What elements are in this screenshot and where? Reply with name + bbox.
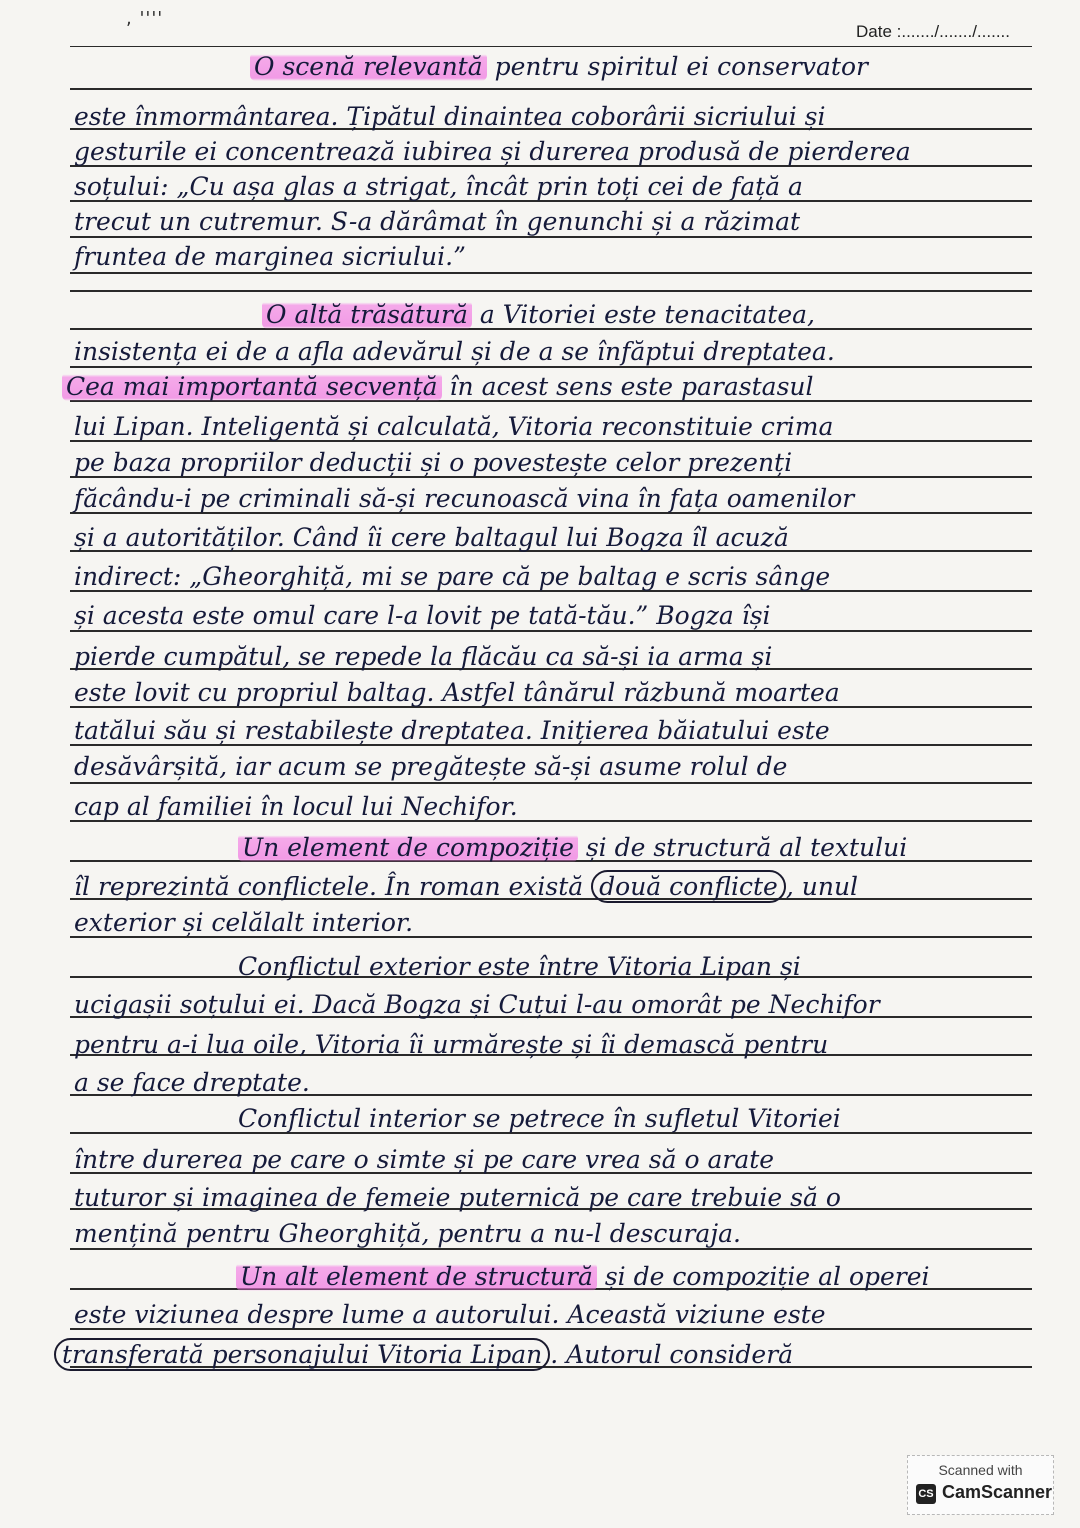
text-line-22 [74,872,858,902]
circled-phrase-2: transferată personajului Vitoria Lipan [54,1338,550,1371]
text-line-4: soțului: „Cu așa glas a strigat, încât prin toți cei de față a [74,172,803,201]
highlight-3: Cea mai importantă secvență [62,372,442,401]
line-34-post: . Autorul consideră [550,1340,794,1369]
highlight-4: Un element de compoziție [238,833,578,862]
text-line-25: ucigașii soțului ei. Dacă Bogza și Cuțui l-au omorât pe Nechifor [74,990,880,1019]
text-line-34 [54,1340,793,1370]
highlight-2: O altă trăsătură [262,300,472,329]
text-line-32 [236,1262,930,1292]
line-9-rest: în acest sens este parastasul [441,372,814,401]
text-line-3: gesturile ei concentrează iubirea și durerea produsă de pierderea [74,137,911,166]
text-line-14: indirect: „Gheorghiță, mi se pare că pe baltag e scris sânge [74,562,831,591]
text-line-33: este viziunea despre lume a autorului. Această viziune este [74,1300,826,1329]
ruled-line [70,782,1032,784]
text-line-7 [262,300,815,330]
text-line-21 [238,833,907,863]
header-marks: , '''' [126,8,164,29]
text-line-23: exterior și celălalt interior. [74,908,414,937]
ruled-line [70,88,1032,90]
text-line-26: pentru a-i lua oile, Vitoria îi urmărește și îi demască pentru [74,1030,829,1059]
text-line-19: desăvârșită, iar acum se pregătește să-și asume rolul de [74,752,788,781]
text-line-27: a se face dreptate. [74,1068,310,1097]
line-22-post: , unul [785,872,859,901]
highlight-1: O scenă relevantă [250,52,487,81]
text-line-6: fruntea de marginea sicriului.” [74,242,466,271]
text-line-2: este înmormântarea. Țipătul dinaintea coborârii sicriului și [74,102,826,131]
text-line-29: între durerea pe care o simte și pe care vrea să o arate [74,1145,775,1174]
text-line-28: Conflictul interior se petrece în sufletul Vitoriei [238,1104,841,1133]
text-line-20: cap al familiei în locul lui Nechifor. [74,792,518,821]
camscanner-badge [907,1455,1054,1515]
line-21-rest: și de structură al textului [577,833,908,862]
text-line-16: pierde cumpătul, se repede la flăcău ca să-și ia arma și [74,642,773,671]
badge-brand: CamScanner [942,1482,1053,1502]
text-line-5: trecut un cutremur. S-a dărâmat în genunchi și a răzimat [74,207,801,236]
circled-phrase-1: două conflicte [591,870,786,903]
text-line-31: mențină pentru Gheorghiță, pentru a nu-l descuraja. [74,1219,741,1248]
line-7-rest: a Vitoriei este tenacitatea, [471,300,815,329]
text-line-17: este lovit cu propriul baltag. Astfel tânărul răzbună moartea [74,678,840,707]
ruled-line [70,290,1032,292]
date-field: Date :......./......./....... [856,22,1010,41]
line-22-pre: îl reprezintă conflictele. În roman există [74,872,592,901]
badge-caption: Scanned with [938,1462,1023,1478]
text-line-8: insistența ei de a afla adevărul și de a se înfăptui dreptatea. [74,337,835,366]
text-line-12: făcându-i pe criminali să-și recunoască vina în fața oamenilor [74,484,855,513]
text-line-13: și a autorităților. Când îi cere baltagul lui Bogza îl acuză [74,523,789,552]
text-line-1 [250,52,868,82]
text-line-9 [62,372,814,402]
highlight-5: Un alt element de structură [236,1262,597,1291]
line-32-rest: și de compoziție al operei [596,1262,930,1291]
camscanner-logo-icon: CS [916,1484,936,1504]
text-line-11: pe baza propriilor deducții și o povestește celor prezenți [74,448,793,477]
text-line-30: tuturor și imaginea de femeie puternică pe care trebuie să o [74,1183,841,1212]
ruled-line [70,272,1032,274]
line-1-rest: pentru spiritul ei conservator [486,52,868,81]
header-rule [70,46,1032,47]
text-line-15: și acesta este omul care l-a lovit pe tată-tău.” Bogza își [74,601,771,630]
text-line-24: Conflictul exterior este între Vitoria Lipan și [238,952,801,981]
text-line-10: lui Lipan. Inteligentă și calculată, Vitoria reconstituie crima [74,412,834,441]
text-line-18: tatălui său și restabilește dreptatea. Inițierea băiatului este [74,716,830,745]
